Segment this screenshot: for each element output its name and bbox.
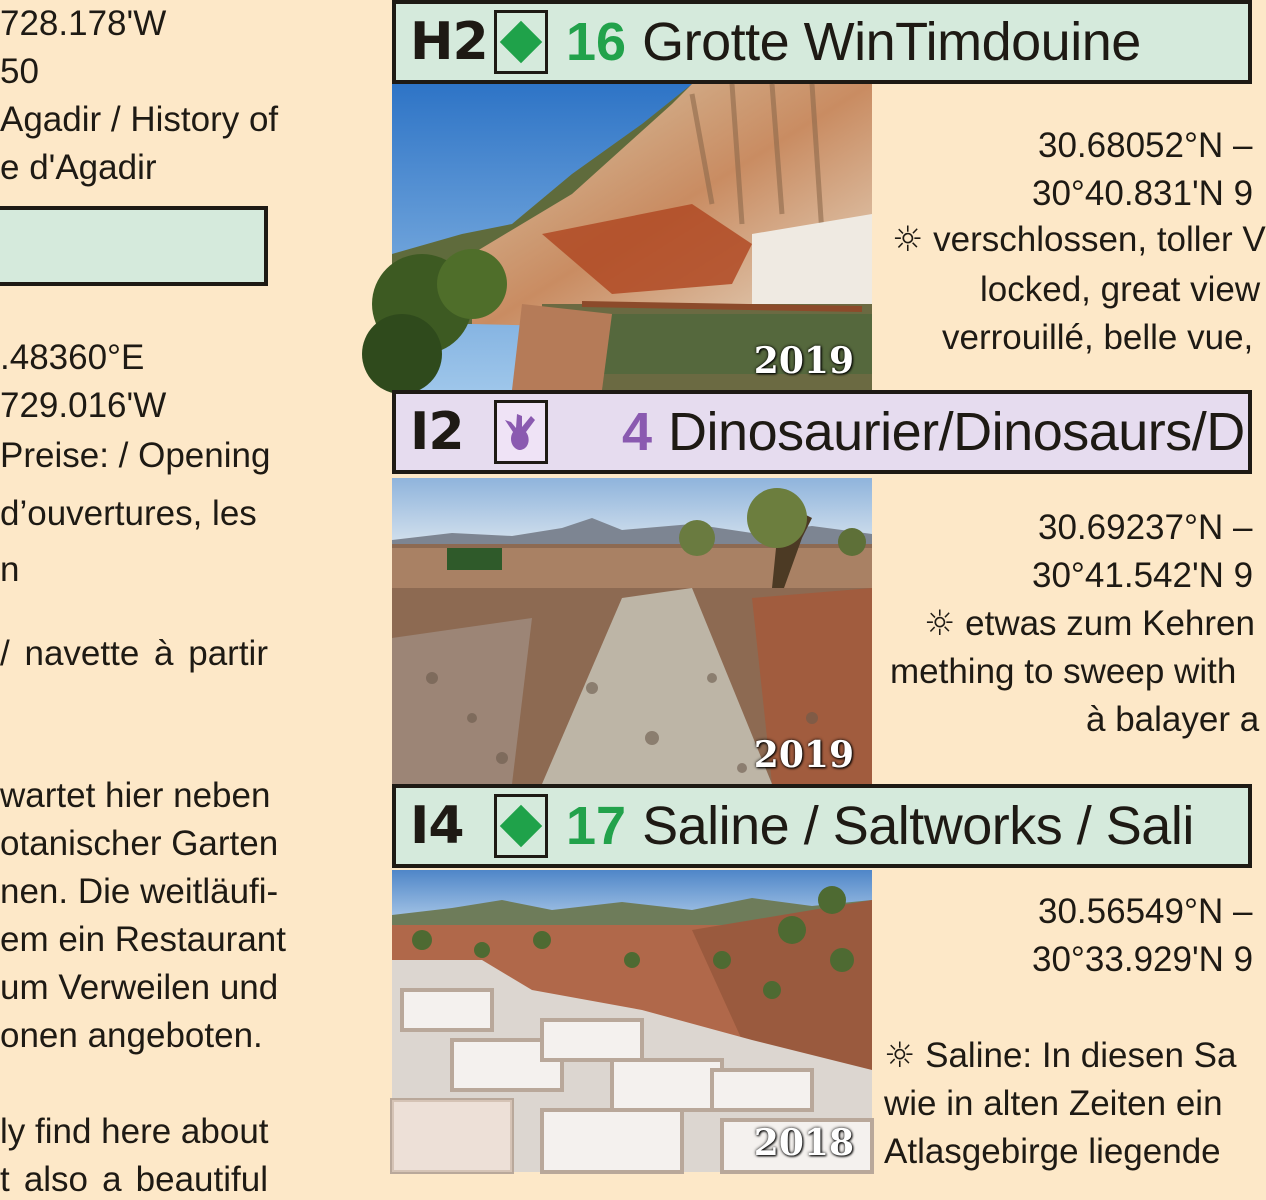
coordinates-minutes: 30°40.831'N 9 bbox=[1032, 174, 1254, 213]
photo-year: 2019 bbox=[753, 340, 854, 382]
note-en: locked, great view bbox=[980, 270, 1261, 309]
entry-header-i4 bbox=[392, 784, 1252, 868]
left-text-line: wartet hier neben bbox=[0, 776, 271, 815]
note-de: ☼ verschlossen, toller V bbox=[892, 220, 1266, 260]
note-fr: verrouillé, belle vue, bbox=[942, 318, 1254, 357]
grid-code: I2 bbox=[410, 402, 464, 462]
entry-photo-cave-cliff bbox=[392, 84, 872, 390]
right-column bbox=[392, 0, 1266, 1182]
left-text-line: 50 bbox=[0, 52, 39, 91]
left-text-line: em ein Restaurant bbox=[0, 920, 286, 959]
left-text-line: / navette à partir bbox=[0, 634, 268, 673]
note-en: mething to sweep with bbox=[890, 652, 1237, 691]
diamond-icon bbox=[494, 794, 548, 858]
entry-number: 4 bbox=[622, 402, 653, 462]
note-de: ☼ etwas zum Kehren bbox=[924, 604, 1255, 644]
coordinates-minutes: 30°33.929'N 9 bbox=[1032, 940, 1254, 979]
left-text-line: nen. Die weitläufi- bbox=[0, 872, 279, 911]
note-de: ☼ Saline: In diesen Sa bbox=[884, 1036, 1237, 1076]
coordinates-decimal: 30.56549°N – bbox=[1038, 892, 1253, 931]
entry-title: Dinosaurier/Dinosaurs/D bbox=[668, 402, 1245, 462]
grid-code: I4 bbox=[410, 796, 464, 856]
left-text-line: ly find here about bbox=[0, 1112, 269, 1151]
left-text-line: Agadir / History of bbox=[0, 100, 279, 139]
grid-code: H2 bbox=[410, 12, 488, 72]
photo-year: 2019 bbox=[753, 734, 854, 776]
left-text-line: t also a beautiful bbox=[0, 1160, 268, 1199]
sun-icon: ☼ bbox=[884, 1036, 916, 1076]
entry-header-h2 bbox=[392, 0, 1252, 84]
left-column bbox=[0, 0, 290, 1199]
left-text-line: um Verweilen und bbox=[0, 968, 279, 1007]
coordinates-decimal: 30.68052°N – bbox=[1038, 126, 1253, 165]
entry-title: Saline / Saltworks / Sali bbox=[642, 796, 1194, 856]
dinosaur-footprint-icon bbox=[494, 400, 548, 464]
note-de-continued: wie in alten Zeiten ein bbox=[884, 1084, 1223, 1123]
coordinates-minutes: 30°41.542'N 9 bbox=[1032, 556, 1254, 595]
sun-icon: ☼ bbox=[924, 604, 956, 644]
note-fr: à balayer a bbox=[1086, 700, 1260, 739]
entry-number: 16 bbox=[566, 12, 627, 72]
photo-year: 2018 bbox=[753, 1122, 854, 1164]
left-text-line: e d'Agadir bbox=[0, 148, 157, 187]
entry-info-h2 bbox=[882, 84, 1266, 390]
left-text-line: n bbox=[0, 550, 20, 589]
left-text-line: onen angeboten. bbox=[0, 1016, 263, 1055]
left-section-header-box bbox=[0, 206, 268, 286]
entry-title: Grotte WinTimdouine bbox=[642, 12, 1141, 72]
entry-info-i4 bbox=[882, 870, 1262, 1182]
left-text-line: Preise: / Opening bbox=[0, 436, 271, 475]
left-text-line: .48360°E bbox=[0, 338, 145, 377]
sun-icon: ☼ bbox=[892, 220, 924, 260]
entry-header-i2 bbox=[392, 390, 1252, 474]
diamond-icon bbox=[494, 10, 548, 74]
left-text-line: d’ouvertures, les bbox=[0, 494, 257, 533]
coordinates-decimal: 30.69237°N – bbox=[1038, 508, 1253, 547]
left-text-line: otanischer Garten bbox=[0, 824, 279, 863]
entry-info-i2 bbox=[882, 478, 1262, 784]
left-text-line: 729.016'W bbox=[0, 386, 167, 425]
note-de-continued: Atlasgebirge liegende bbox=[884, 1132, 1221, 1171]
entry-number: 17 bbox=[566, 796, 627, 856]
entry-photo-saltworks bbox=[392, 870, 872, 1172]
left-text-line: 728.178'W bbox=[0, 4, 167, 43]
entry-photo-dinosaur-tracks bbox=[392, 478, 872, 784]
